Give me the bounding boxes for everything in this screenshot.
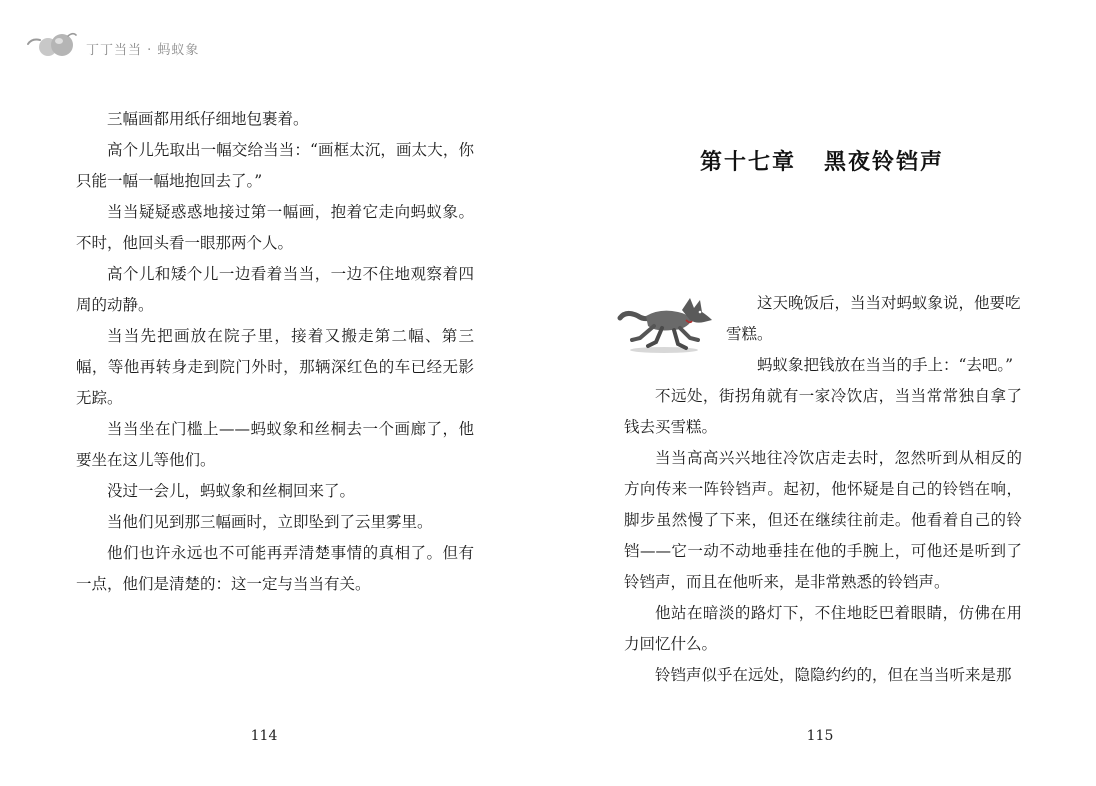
paragraph: 铃铛声似乎在远处，隐隐约约的，但在当当听来是那 bbox=[655, 666, 1012, 684]
paragraph: 他站在暗淡的路灯下，不住地眨巴着眼睛，仿佛在用力回忆什么。 bbox=[624, 604, 1022, 653]
paragraph: 没过一会儿，蚂蚁象和丝桐回来了。 bbox=[107, 482, 356, 500]
paragraph: 高个儿先取出一幅交给当当：“画框太沉，画太大，你只能一幅一幅地抱回去了。” bbox=[76, 141, 474, 190]
paragraph: 这天晚饭后，当当对蚂蚁象说，他要吃雪糕。 bbox=[726, 294, 1021, 343]
paragraph: 高个儿和矮个儿一边看着当当，一边不住地观察着四周的动静。 bbox=[76, 265, 474, 314]
chapter-opening-text bbox=[726, 288, 1023, 381]
chapter-name: 黑夜铃铛声 bbox=[824, 149, 945, 175]
page-number: 115 bbox=[806, 728, 834, 744]
running-header bbox=[24, 30, 199, 60]
paragraph: 三幅画都用纸仔细地包裹着。 bbox=[107, 110, 309, 128]
chapter-title bbox=[548, 145, 1096, 176]
gourd-logo-icon bbox=[24, 30, 80, 60]
right-page-body bbox=[624, 381, 1022, 691]
paragraph: 当当高高兴兴地往冷饮店走去时，忽然听到从相反的方向传来一阵铃铛声。起初，他怀疑是自己的铃铛在响，脚步虽然慢了下来，但还在继续往前走。他看着自己的铃铛——它一动不动地垂挂在他的手腕上，可他还是听到了铃铛声，而且在他听来，是非常熟悉的铃铛声。 bbox=[624, 449, 1022, 591]
page-number: 114 bbox=[250, 728, 278, 744]
paragraph: 不远处，街拐角就有一家冷饮店，当当常常独自拿了钱去买雪糕。 bbox=[624, 387, 1022, 436]
running-wolf-illustration bbox=[616, 290, 716, 358]
paragraph: 他们也许永远也不可能再弄清楚事情的真相了。但有一点，他们是清楚的：这一定与当当有关。 bbox=[76, 544, 474, 593]
paragraph: 当他们见到那三幅画时，立即坠到了云里雾里。 bbox=[107, 513, 433, 531]
paragraph: 蚂蚁象把钱放在当当的手上：“去吧。” bbox=[757, 356, 1014, 374]
right-page bbox=[548, 0, 1096, 786]
paragraph: 当当坐在门槛上——蚂蚁象和丝桐去一个画廊了，他要坐在这儿等他们。 bbox=[76, 420, 474, 469]
paragraph: 当当疑疑惑惑地接过第一幅画，抱着它走向蚂蚁象。不时，他回头看一眼那两个人。 bbox=[76, 203, 474, 252]
left-page-body bbox=[76, 104, 474, 600]
series-title: 丁丁当当 · 蚂蚁象 bbox=[86, 42, 200, 58]
paragraph: 当当先把画放在院子里，接着又搬走第二幅、第三幅，等他再转身走到院门外时，那辆深红色的车已经无影无踪。 bbox=[76, 327, 474, 407]
chapter-number: 第十七章 bbox=[699, 149, 796, 175]
